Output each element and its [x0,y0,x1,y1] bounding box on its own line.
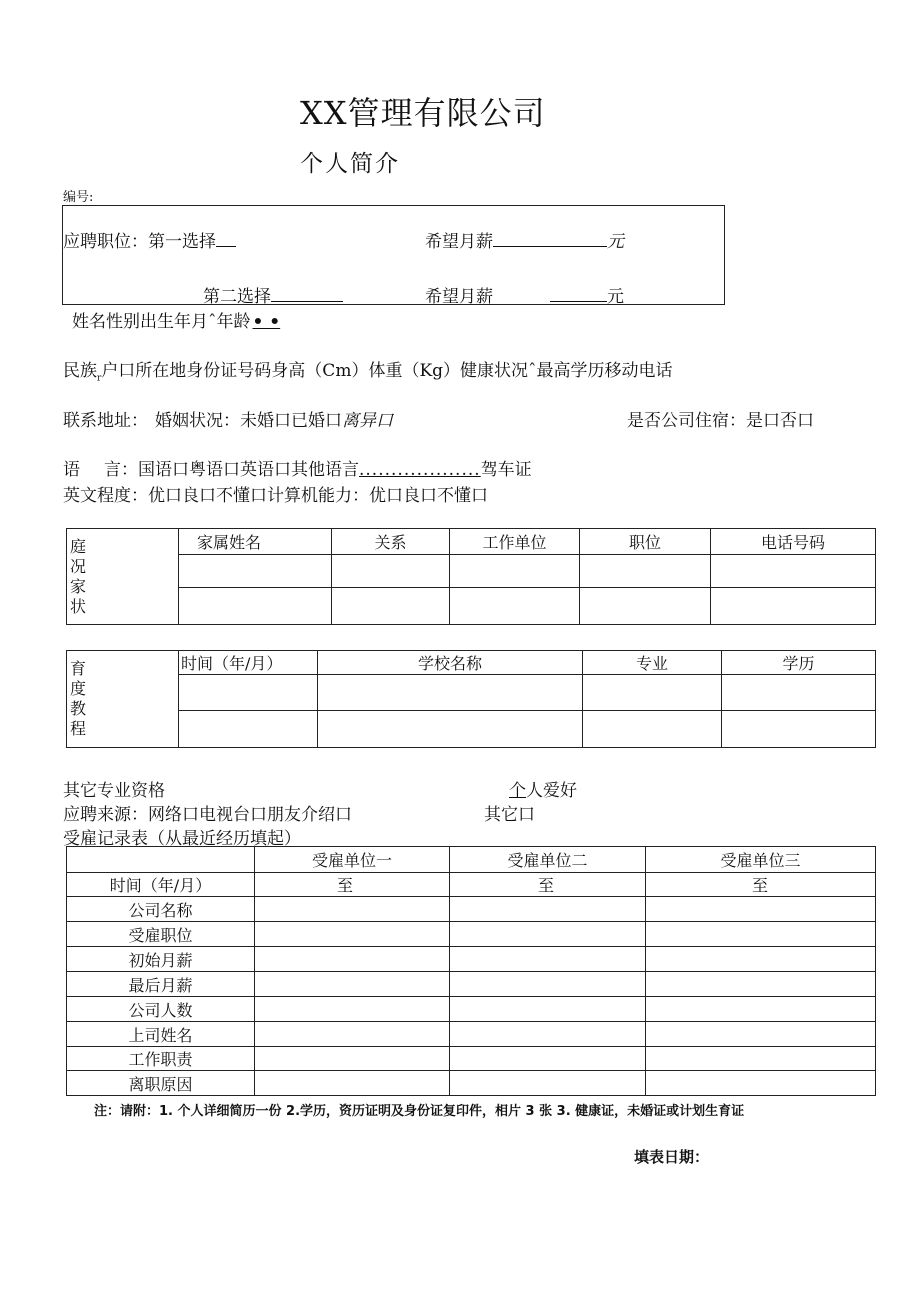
marital-label: 婚姻状况：未婚口已婚口 [155,411,342,431]
employment-cell[interactable] [450,1071,646,1096]
employment-cell[interactable] [255,972,450,997]
employment-cell[interactable] [255,1071,450,1096]
second-choice-field[interactable] [271,287,343,302]
fill-date-label: 填表日期： [634,1148,710,1166]
family-table [66,528,876,625]
education-cell[interactable] [722,711,876,748]
education-side-char: 度 [70,679,87,698]
education-cell[interactable] [179,711,318,748]
family-cell[interactable] [179,588,332,625]
employment-cell[interactable] [255,922,450,947]
education-header-major: 专业 [583,651,722,675]
salary-row-1 [425,227,624,252]
employment-row-label: 最后月薪 [67,972,255,997]
family-header-phone: 电话号码 [711,529,876,555]
family-cell[interactable] [580,588,711,625]
employment-to[interactable]: 至 [255,873,450,897]
language-label-a: 语 [63,460,80,480]
salary-label: 希望月薪 [425,232,493,252]
company-title: XX管理有限公司 [300,94,546,132]
personal-line-1-dots: • • [252,312,281,332]
employment-cell[interactable] [450,1047,646,1071]
education-header-time: 时间（年/月） [179,651,318,675]
employment-cell[interactable] [646,897,876,922]
position-first-choice [63,227,236,252]
ethnicity-label: 民族 [63,361,97,381]
english-level: 英文程度：优口良口不懂口计算机能力：优口良口不懂口 [63,486,488,506]
employment-to[interactable]: 至 [450,873,646,897]
education-side-char: 教 [70,699,87,718]
family-cell[interactable] [580,555,711,588]
family-side-char: 况 [70,556,87,576]
employment-row-label: 公司人数 [67,997,255,1022]
position-label: 应聘职位：第一选择 [63,232,216,252]
employment-row-label: 时间（年/月） [67,873,255,897]
application-box [62,205,725,305]
personal-line-1-text: 姓名性别出生年月ˆ年龄 [72,312,251,332]
hobby-first-char: 个 [509,781,526,801]
employer-header-3: 受雇单位三 [646,847,876,873]
currency-label-2: 元 [607,287,624,307]
employment-cell[interactable] [255,1022,450,1047]
address-label: 联系地址： [63,411,148,431]
dorm-option: 是否公司住宿：是口否口 [627,411,814,431]
marital-status [155,406,393,431]
family-cell[interactable] [450,588,580,625]
family-header-relation: 关系 [332,529,450,555]
family-cell[interactable] [450,555,580,588]
education-side-char: 程 [70,719,87,738]
education-header-degree: 学历 [722,651,876,675]
employment-row-label: 公司名称 [67,897,255,922]
language-dots: ................... [359,460,481,480]
employment-cell[interactable] [450,947,646,972]
employment-corner [67,847,255,873]
footer-note: 注：请附：1. 个人详细简历一份 2.学历，资历证明及身份证复印件，相片 3 张 3. 健康证，未婚证或计划生育证 [94,1104,745,1119]
family-header-position: 职位 [580,529,711,555]
employment-cell[interactable] [646,1071,876,1096]
second-choice-label: 第二选择 [203,287,271,307]
employment-table [66,846,876,1096]
salary-row-2 [425,282,624,307]
employment-to[interactable]: 至 [646,873,876,897]
employment-cell[interactable] [255,897,450,922]
education-side-char: 育 [70,659,87,678]
currency-label: 元 [607,232,624,252]
education-cell[interactable] [318,675,583,711]
education-table [66,650,876,748]
page-subtitle: 个人简介 [300,151,400,177]
language-label-b: 言：国语口粤语口英语口其他语言 [104,460,359,480]
employment-cell[interactable] [646,947,876,972]
employment-title: 受雇记录表（从最近经历填起） [63,829,301,849]
family-cell[interactable] [332,555,450,588]
education-header-school: 学校名称 [318,651,583,675]
employment-cell[interactable] [450,972,646,997]
hobby-rest: 人爱好 [526,781,577,801]
employment-cell[interactable] [646,972,876,997]
employment-cell[interactable] [646,1022,876,1047]
position-second-choice [203,282,343,307]
ethnicity-sub: r [97,373,102,384]
personal-line-2-text: 户口所在地身份证号码身高（Cm）体重（Kg）健康状况ˆ最高学历移动电话 [101,361,673,381]
driver-license: 驾车证 [480,460,532,480]
employment-cell[interactable] [450,922,646,947]
family-cell[interactable] [179,555,332,588]
marital-divorced: 离异口 [342,411,393,431]
employer-header-1: 受雇单位一 [255,847,450,873]
salary-label-2: 希望月薪 [425,287,493,307]
language-line [63,455,532,480]
employment-cell[interactable] [450,1022,646,1047]
salary-field-1[interactable] [493,232,607,247]
hobby-label [509,776,577,801]
employer-header-2: 受雇单位二 [450,847,646,873]
family-side-char: 庭 [70,536,87,556]
family-cell[interactable] [711,555,876,588]
source-other: 其它口 [484,805,535,825]
family-header-employer: 工作单位 [450,529,580,555]
education-cell[interactable] [722,675,876,711]
personal-line-2 [63,356,673,383]
employment-cell[interactable] [450,897,646,922]
employment-row-label: 离职原因 [67,1071,255,1096]
qualifications-label: 其它专业资格 [63,781,165,801]
serial-label: 编号: [63,190,94,205]
education-cell[interactable] [583,711,722,748]
education-cell[interactable] [318,711,583,748]
salary-field-2[interactable] [550,287,607,302]
personal-line-1 [72,307,280,332]
education-side-label [67,651,179,748]
employment-cell[interactable] [646,922,876,947]
employment-cell[interactable] [255,1047,450,1071]
education-cell[interactable] [179,675,318,711]
source-label: 应聘来源：网络口电视台口朋友介绍口 [63,805,352,825]
employment-cell[interactable] [646,1047,876,1071]
employment-row-label: 受雇职位 [67,922,255,947]
education-cell[interactable] [583,675,722,711]
employment-cell[interactable] [255,997,450,1022]
family-cell[interactable] [711,588,876,625]
employment-cell[interactable] [646,997,876,1022]
employment-cell[interactable] [255,947,450,972]
family-header-name: 家属姓名 [179,529,332,555]
first-choice-field[interactable] [216,232,236,247]
family-cell[interactable] [332,588,450,625]
family-side-char: 家 [70,576,87,596]
employment-row-label: 工作职责 [67,1047,255,1071]
family-side-char: 状 [70,596,87,616]
employment-cell[interactable] [450,997,646,1022]
employment-row-label: 上司姓名 [67,1022,255,1047]
family-side-label [67,529,179,625]
employment-row-label: 初始月薪 [67,947,255,972]
